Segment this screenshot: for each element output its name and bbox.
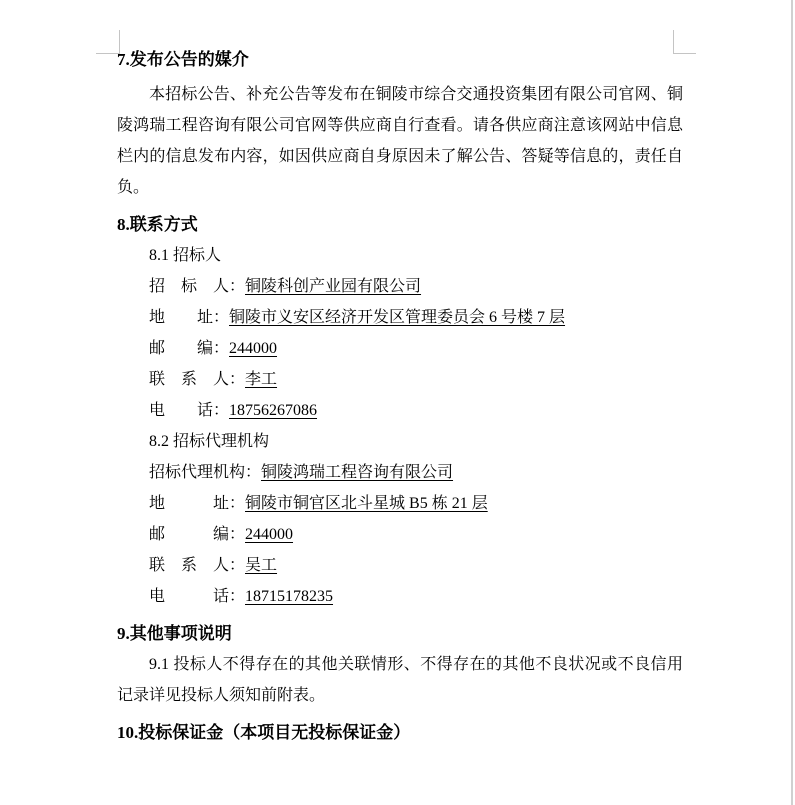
contact-value: 李工 bbox=[245, 371, 278, 388]
subsection-8-1-title: 8.1 招标人 bbox=[149, 247, 222, 264]
contact-row-address bbox=[117, 302, 683, 333]
section-9-paragraph: 9.1 投标人不得存在的其他关联情形、不得存在的其他不良状况或不良信用记录详见投标人须知前附表。 bbox=[117, 656, 683, 704]
contact-row-postcode bbox=[117, 519, 683, 550]
contact-row-tenderer bbox=[117, 271, 683, 302]
contact-label: 招 标 人： bbox=[149, 278, 246, 295]
contact-row-person bbox=[117, 550, 683, 581]
section-9-heading: 9.其他事项说明 bbox=[117, 624, 232, 643]
section-10-heading: 10.投标保证金（本项目无投标保证金） bbox=[117, 723, 411, 742]
contact-value: 铜陵市铜官区北斗星城 B5 栋 21 层 bbox=[245, 495, 488, 512]
contact-label: 地 址： bbox=[149, 495, 246, 512]
contact-row-phone bbox=[117, 581, 683, 612]
contact-row-phone bbox=[117, 395, 683, 426]
contact-row-agency bbox=[117, 457, 683, 488]
document-content bbox=[117, 44, 683, 748]
contact-label: 联 系 人： bbox=[149, 557, 246, 574]
subsection-8-2-title: 8.2 招标代理机构 bbox=[149, 433, 270, 450]
contact-label: 地 址： bbox=[149, 309, 230, 326]
contact-row-person bbox=[117, 364, 683, 395]
contact-label: 联 系 人： bbox=[149, 371, 246, 388]
contact-label: 招标代理机构： bbox=[149, 464, 262, 481]
contact-label: 电 话： bbox=[149, 588, 246, 605]
contact-value: 吴工 bbox=[245, 557, 278, 574]
contact-value: 铜陵鸿瑞工程咨询有限公司 bbox=[261, 464, 454, 481]
contact-label: 邮 编： bbox=[149, 526, 246, 543]
contact-row-address bbox=[117, 488, 683, 519]
section-7-heading: 7.发布公告的媒介 bbox=[117, 50, 249, 69]
contact-row-postcode bbox=[117, 333, 683, 364]
contact-value: 18756267086 bbox=[229, 402, 318, 419]
contact-label: 电 话： bbox=[149, 402, 230, 419]
contact-value: 铜陵市义安区经济开发区管理委员会 6 号楼 7 层 bbox=[229, 309, 566, 326]
page-edge-line bbox=[791, 0, 793, 805]
contact-value: 铜陵科创产业园有限公司 bbox=[245, 278, 422, 295]
contact-label: 邮 编： bbox=[149, 340, 230, 357]
contact-value: 244000 bbox=[229, 340, 278, 357]
contact-value: 18715178235 bbox=[245, 588, 334, 605]
section-8-heading: 8.联系方式 bbox=[117, 215, 198, 234]
section-7-paragraph: 本招标公告、补充公告等发布在铜陵市综合交通投资集团有限公司官网、铜陵鸿瑞工程咨询有限公司官网等供应商自行查看。请各供应商注意该网站中信息栏内的信息发布内容，如因供应商自身原因未了解公告、答疑等信息的，责任自负。 bbox=[117, 86, 683, 196]
contact-value: 244000 bbox=[245, 526, 294, 543]
